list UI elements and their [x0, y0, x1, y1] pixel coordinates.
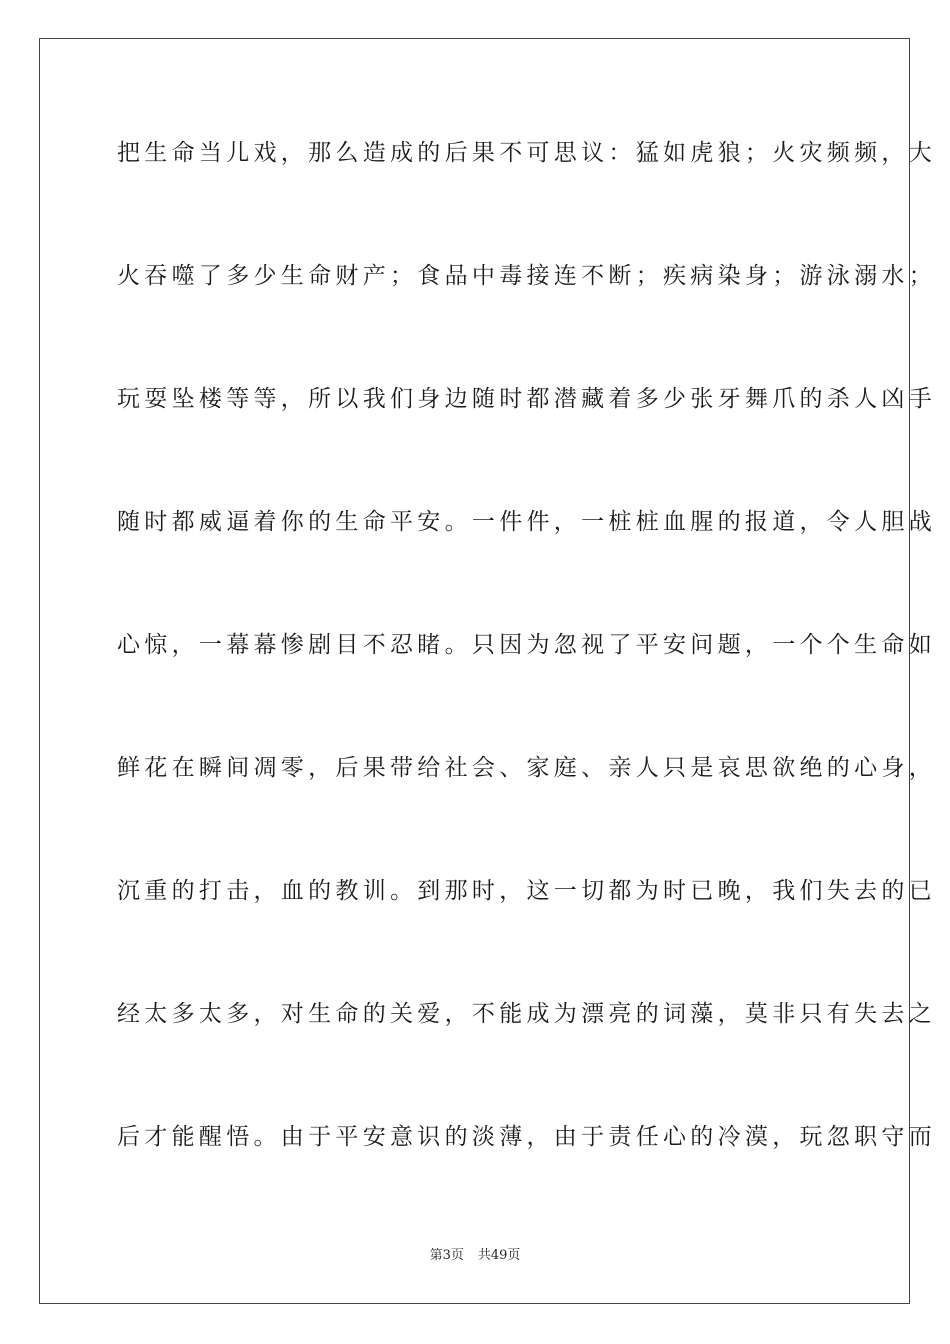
page-number-total: 共49页: [477, 1248, 521, 1263]
body-text-line: 火吞噬了多少生命财产；食品中毒接连不断；疾病染身；游泳溺水；: [117, 263, 936, 289]
body-text-line: 随时都威逼着你的生命平安。一件件，一桩桩血腥的报道，令人胆战: [117, 509, 936, 535]
page-number-current: 第3页: [429, 1248, 464, 1263]
page-border: [39, 38, 936, 1304]
page-footer: [0, 1246, 950, 1266]
body-text-line: 把生命当儿戏，那么造成的后果不可思议：猛如虎狼；火灾频频，大: [117, 140, 936, 166]
body-text-line: 心惊，一幕幕惨剧目不忍睹。只因为忽视了平安问题，一个个生命如: [117, 632, 936, 658]
body-text-line: 经太多太多，对生命的关爱，不能成为漂亮的词藻，莫非只有失去之: [117, 1001, 936, 1027]
body-text-line: 玩耍坠楼等等，所以我们身边随时都潜藏着多少张牙舞爪的杀人凶手: [117, 386, 936, 412]
body-text-line: 沉重的打击，血的教训。到那时，这一切都为时已晚，我们失去的已: [117, 878, 936, 904]
body-text-line: 鲜花在瞬间凋零，后果带给社会、家庭、亲人只是哀思欲绝的心身，: [117, 755, 936, 781]
body-text-line: 后才能醒悟。由于平安意识的淡薄，由于责任心的冷漠，玩忽职守而: [117, 1124, 936, 1150]
